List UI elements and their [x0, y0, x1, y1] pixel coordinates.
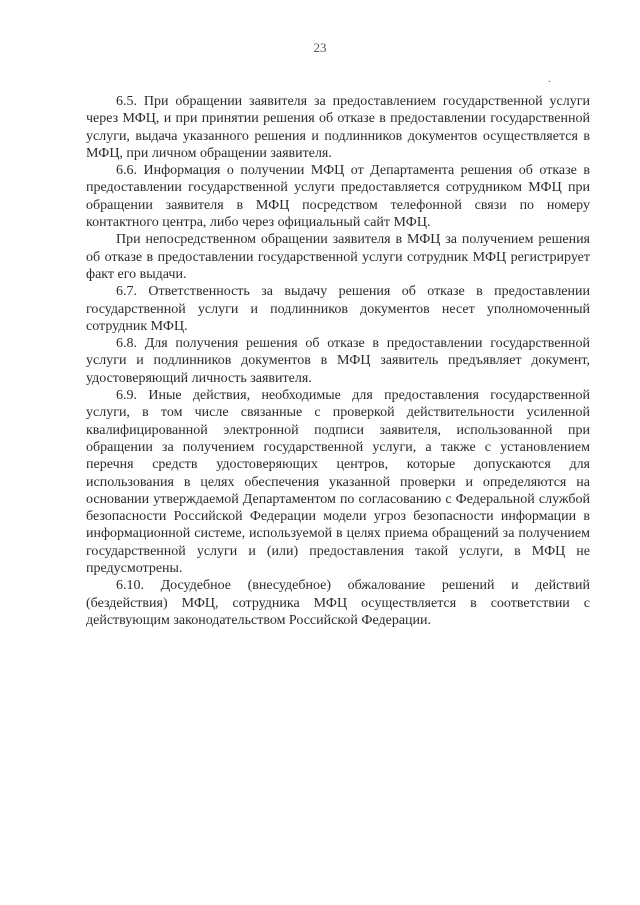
scan-mark: . — [548, 74, 551, 85]
paragraph-6-6-continued: При непосредственном обращении заявителя в МФЦ за получением решения об отказе в предоставлении государственной услуги сотрудник МФЦ регистрирует факт его выдачи. — [86, 232, 590, 282]
paragraph-6-8: 6.8. Для получения решения об отказе в предоставлении государственной услуги и подлинников документов в МФЦ заявитель предъявляет документ, удостоверяющий личность заявителя. — [86, 336, 590, 386]
page-number: 23 — [313, 40, 327, 55]
paragraph-6-9: 6.9. Иные действия, необходимые для предоставления государственной услуги, в том числе связанные с проверкой действительности усиленной квалифицированной электронной подписи заявителя, использованной при обращении за получением государственной услуги, а также с установлением перечня средств удостоверяющих центров, которые допускаются для использования в целях обеспечения указанной проверки и определяются на основании утверждаемой Департаментом по согласованию с Федеральной службой безопасности Российской Федерации модели угроз безопасности информации в информационной системе, используемой в целях приема обращений за получением государственной услуги и (или) предоставления такой услуги, в МФЦ не предусмотрены. — [86, 388, 590, 577]
paragraph-6-6: 6.6. Информация о получении МФЦ от Департамента решения об отказе в предоставлении государственной услуги предоставляется сотрудником МФЦ при обращении заявителя в МФЦ посредством телефонной связи по номеру контактного центра, либо через официальный сайт МФЦ. — [86, 163, 590, 231]
paragraph-6-7: 6.7. Ответственность за выдачу решения об отказе в предоставлении государственной услуги и подлинников документов несет уполномоченный сотрудник МФЦ. — [86, 284, 590, 334]
document-body — [86, 93, 590, 629]
paragraph-6-10: 6.10. Досудебное (внесудебное) обжалование решений и действий (бездействия) МФЦ, сотрудника МФЦ осуществляется в соответствии с действующим законодательством Российской Федерации. — [86, 578, 590, 628]
paragraph-6-5: 6.5. При обращении заявителя за предоставлением государственной услуги через МФЦ, и при принятии решения об отказе в предоставлении государственной услуги, выдача указанного решения и подлинников документов осуществляется в МФЦ, при личном обращении заявителя. — [86, 94, 590, 161]
